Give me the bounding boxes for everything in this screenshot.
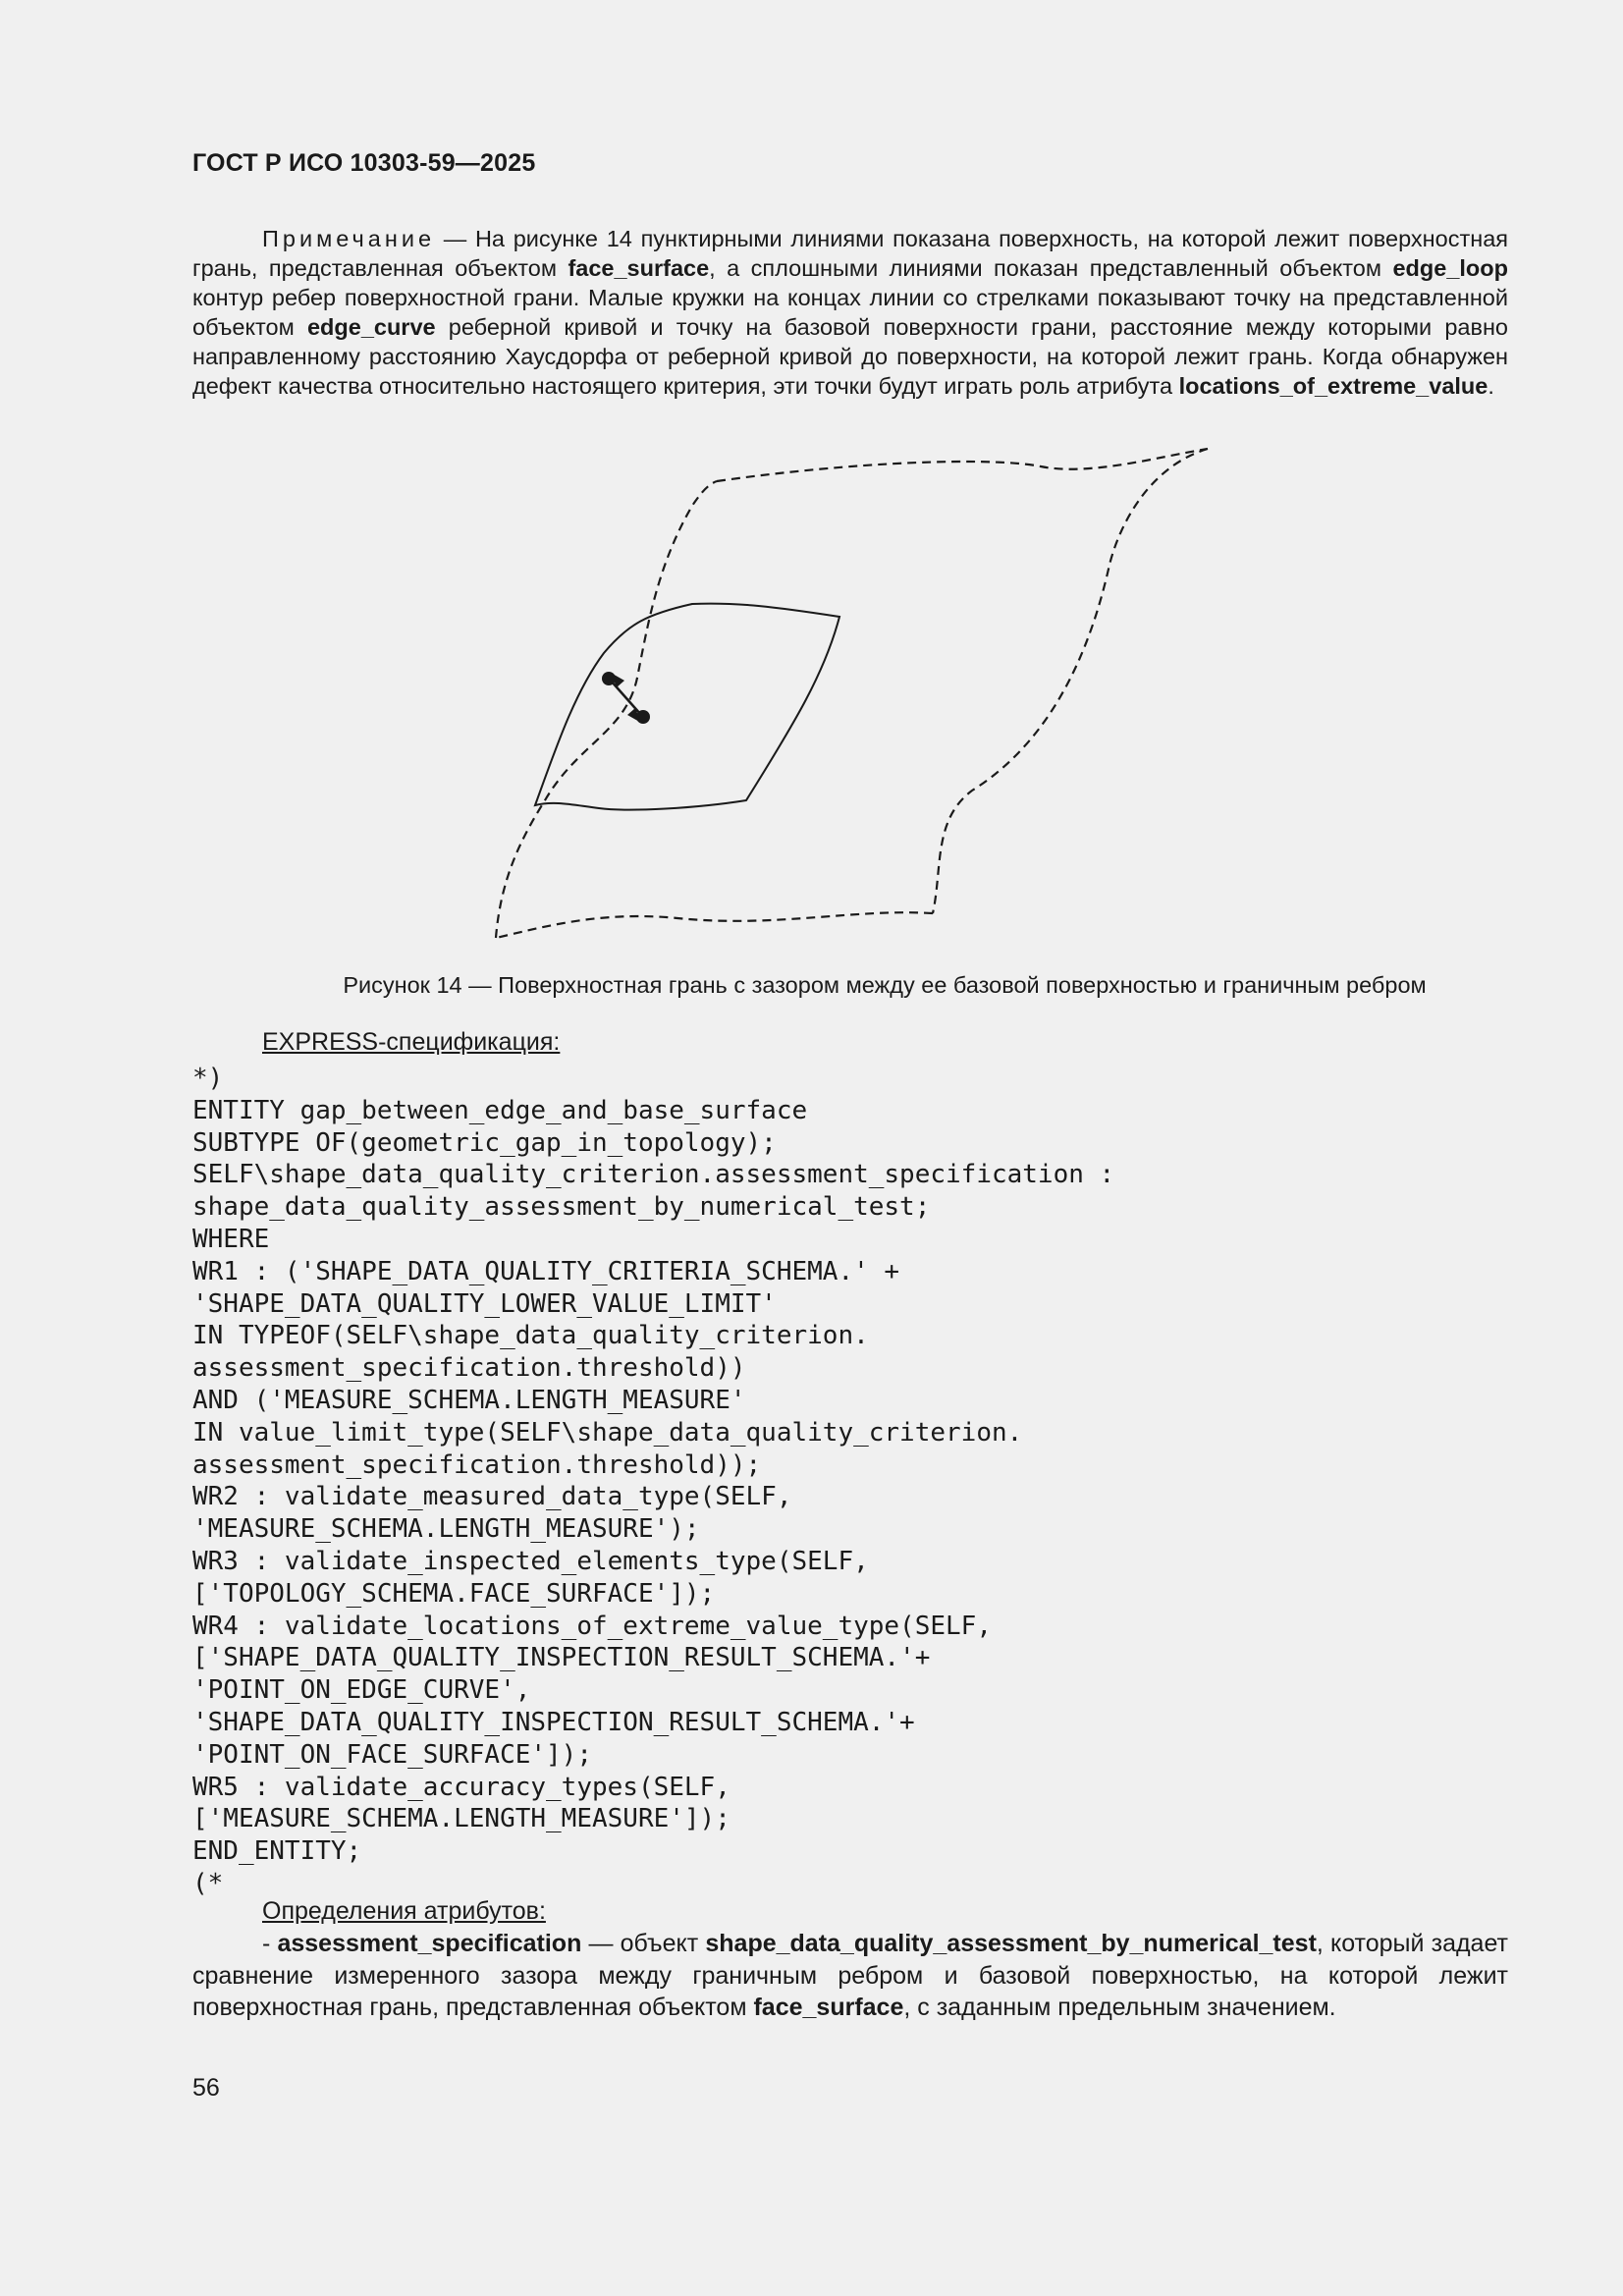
term-face-surface: face_surface bbox=[753, 1994, 904, 2021]
code-line: WR3 : validate_inspected_elements_type(SELF, bbox=[192, 1546, 869, 1576]
term-numerical-test: shape_data_quality_assessment_by_numerical_test bbox=[705, 1930, 1317, 1957]
code-line: 'SHAPE_DATA_QUALITY_LOWER_VALUE_LIMIT' bbox=[192, 1288, 777, 1319]
code-line: *) bbox=[192, 1064, 224, 1093]
code-line: 'POINT_ON_FACE_SURFACE']); bbox=[192, 1739, 592, 1770]
code-line: assessment_specification.threshold)); bbox=[192, 1449, 762, 1480]
figure-14-diagram bbox=[481, 447, 1237, 948]
base-surface-outline bbox=[496, 449, 1208, 938]
code-line: IN TYPEOF(SELF\shape_data_quality_criterion. bbox=[192, 1321, 869, 1351]
term-face-surface: face_surface bbox=[568, 255, 710, 281]
page-number: 56 bbox=[192, 2074, 220, 2102]
code-line: ['MEASURE_SCHEMA.LENGTH_MEASURE']); bbox=[192, 1804, 730, 1834]
point-on-face-surface bbox=[636, 710, 650, 724]
code-line: WR4 : validate_locations_of_extreme_value_type(SELF, bbox=[192, 1611, 992, 1641]
term-edge-loop: edge_loop bbox=[1392, 255, 1508, 281]
term-locations-of-extreme-value: locations_of_extreme_value bbox=[1178, 373, 1488, 399]
code-line: WR2 : validate_measured_data_type(SELF, bbox=[192, 1482, 792, 1512]
code-line: WR5 : validate_accuracy_types(SELF, bbox=[192, 1772, 730, 1802]
code-line: 'SHAPE_DATA_QUALITY_INSPECTION_RESULT_SCHEMA.'+ bbox=[192, 1707, 915, 1737]
edge-loop-outline bbox=[535, 604, 839, 810]
code-line: IN value_limit_type(SELF\shape_data_quality_criterion. bbox=[192, 1417, 1023, 1448]
term-edge-curve: edge_curve bbox=[306, 314, 436, 340]
code-line: shape_data_quality_assessment_by_numerical_test; bbox=[192, 1192, 931, 1223]
attribute-definition: - assessment_specification — объект shape_data_quality_assessment_by_numerical_test, который задает сравнение измеренного зазора между граничным ребром и базовой поверхностью, на которой лежит поверхностная грань, представленная объектом face_surface, с заданным предельным значением. bbox=[192, 1930, 1508, 2021]
distance-line bbox=[611, 681, 641, 715]
code-line: SUBTYPE OF(geometric_gap_in_topology); bbox=[192, 1127, 777, 1158]
code-line: END_ENTITY; bbox=[192, 1836, 362, 1867]
code-line: (* bbox=[192, 1868, 224, 1898]
code-line: ['SHAPE_DATA_QUALITY_INSPECTION_RESULT_SCHEMA.'+ bbox=[192, 1643, 931, 1673]
code-line: assessment_specification.threshold)) bbox=[192, 1353, 746, 1384]
code-line: AND ('MEASURE_SCHEMA.LENGTH_MEASURE' bbox=[192, 1385, 746, 1415]
note-label: Примечание bbox=[262, 226, 436, 251]
code-line: ENTITY gap_between_edge_and_base_surface bbox=[192, 1095, 808, 1125]
code-line: 'POINT_ON_EDGE_CURVE', bbox=[192, 1675, 531, 1706]
code-line: ['TOPOLOGY_SCHEMA.FACE_SURFACE']); bbox=[192, 1578, 716, 1609]
figure-caption: Рисунок 14 — Поверхностная грань с зазором между ее базовой поверхностью и граничным ребром bbox=[343, 972, 1427, 998]
attr-name-assessment-specification: assessment_specification bbox=[277, 1930, 582, 1957]
document-header: ГОСТ Р ИСО 10303-59—2025 bbox=[192, 149, 536, 177]
code-line: 'MEASURE_SCHEMA.LENGTH_MEASURE'); bbox=[192, 1514, 700, 1545]
express-section-title: EXPRESS-спецификация: bbox=[262, 1028, 561, 1056]
code-line: WHERE bbox=[192, 1224, 270, 1254]
figure-note: Примечание — На рисунке 14 пунктирными линиями показана поверхность, на которой лежит поверхностная грань, представленная объектом face_surface, а сплошными линиями показан представленный объектом edge_loop контур ребер поверхностной грани. Малые кружки на концах линии со стрелками показывают точку на представленной объектом edge_curve реберной кривой и точку на базовой поверхности грани, расстояние между которыми равно направленному расстоянию Хаусдорфа от реберной кривой до поверхности, на которой лежит грань. Когда обнаружен дефект качества относительно настоящего критерия, эти точки будут играть роль атрибута locations_of_extreme_value. bbox=[192, 226, 1509, 399]
code-line: SELF\shape_data_quality_criterion.assessment_specification : bbox=[192, 1160, 1115, 1190]
express-code-block bbox=[192, 1063, 1508, 1900]
point-on-edge-curve bbox=[602, 672, 616, 685]
attribute-definitions-title: Определения атрибутов: bbox=[262, 1897, 546, 1925]
code-line: WR1 : ('SHAPE_DATA_QUALITY_CRITERIA_SCHEMA.' + bbox=[192, 1256, 900, 1286]
